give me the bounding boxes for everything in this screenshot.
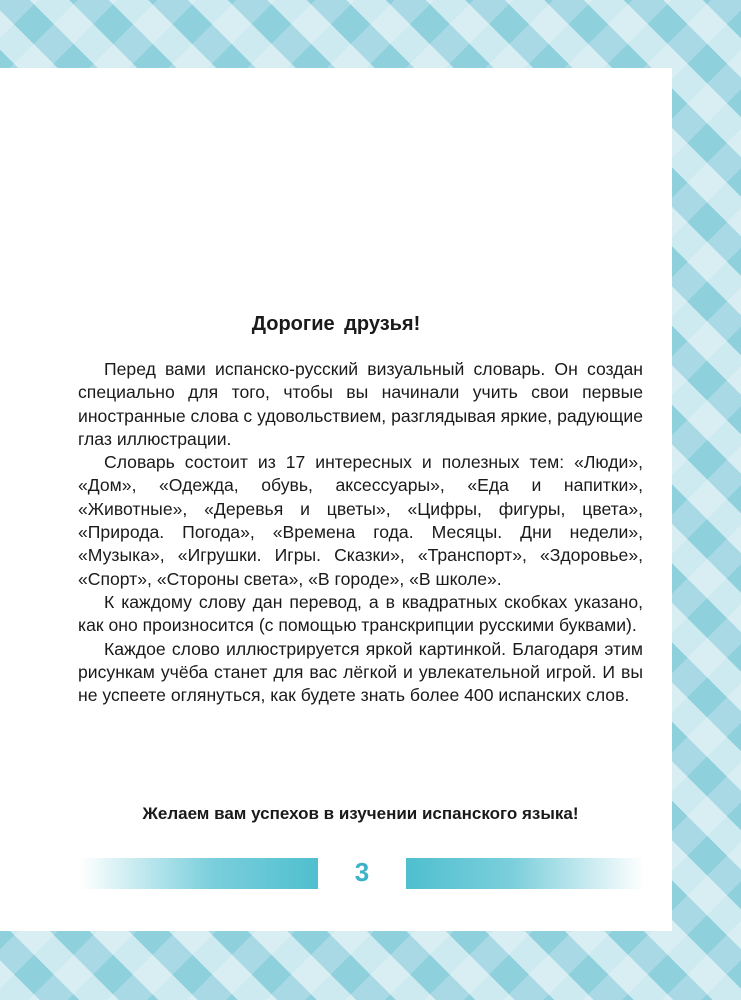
- paragraph-illustrations: Каждое слово иллюстрируется яркой картинкой. Благодаря этим рисункам учёба станет для вас лёгкой и увлекательной игрой. И вы не успеете оглянуться, как будете знать более 400 испанских слов.: [78, 638, 643, 706]
- page-number-bar-left: [80, 858, 318, 889]
- paragraph-translation: К каждому слову дан перевод, а в квадратных скобках указано, как оно произносится (с помощью транскрипции русскими буквами).: [78, 591, 643, 636]
- paragraph-intro: Перед вами испанско-русский визуальный словарь. Он создан специально для того, чтобы вы начинали учить свои первые иностранные слова с удовольствием, разглядывая яркие, радующие глаз иллюстрации.: [78, 359, 643, 449]
- page-title: Дорогие друзья!: [251, 313, 421, 335]
- book-page: [0, 68, 672, 931]
- body-text: [78, 358, 643, 707]
- page-number: 3: [354, 857, 370, 887]
- paragraph-topics: Словарь состоит из 17 интересных и полезных тем: «Люди», «Дом», «Одежда, обувь, аксессуары», «Еда и напитки», «Животные», «Деревья и цветы», «Цифры, фигуры, цвета», «Природа. Погода», «Времена года. Месяцы. Дни недели», «Музыка», «Игрушки. Игры. Сказки», «Транспорт», «Здоровье», «Спорт», «Стороны света», «В городе», «В школе».: [78, 452, 643, 589]
- closing-wish: Желаем вам успехов в изучении испанского языка!: [142, 804, 579, 823]
- page-number-bar-right: [406, 858, 644, 889]
